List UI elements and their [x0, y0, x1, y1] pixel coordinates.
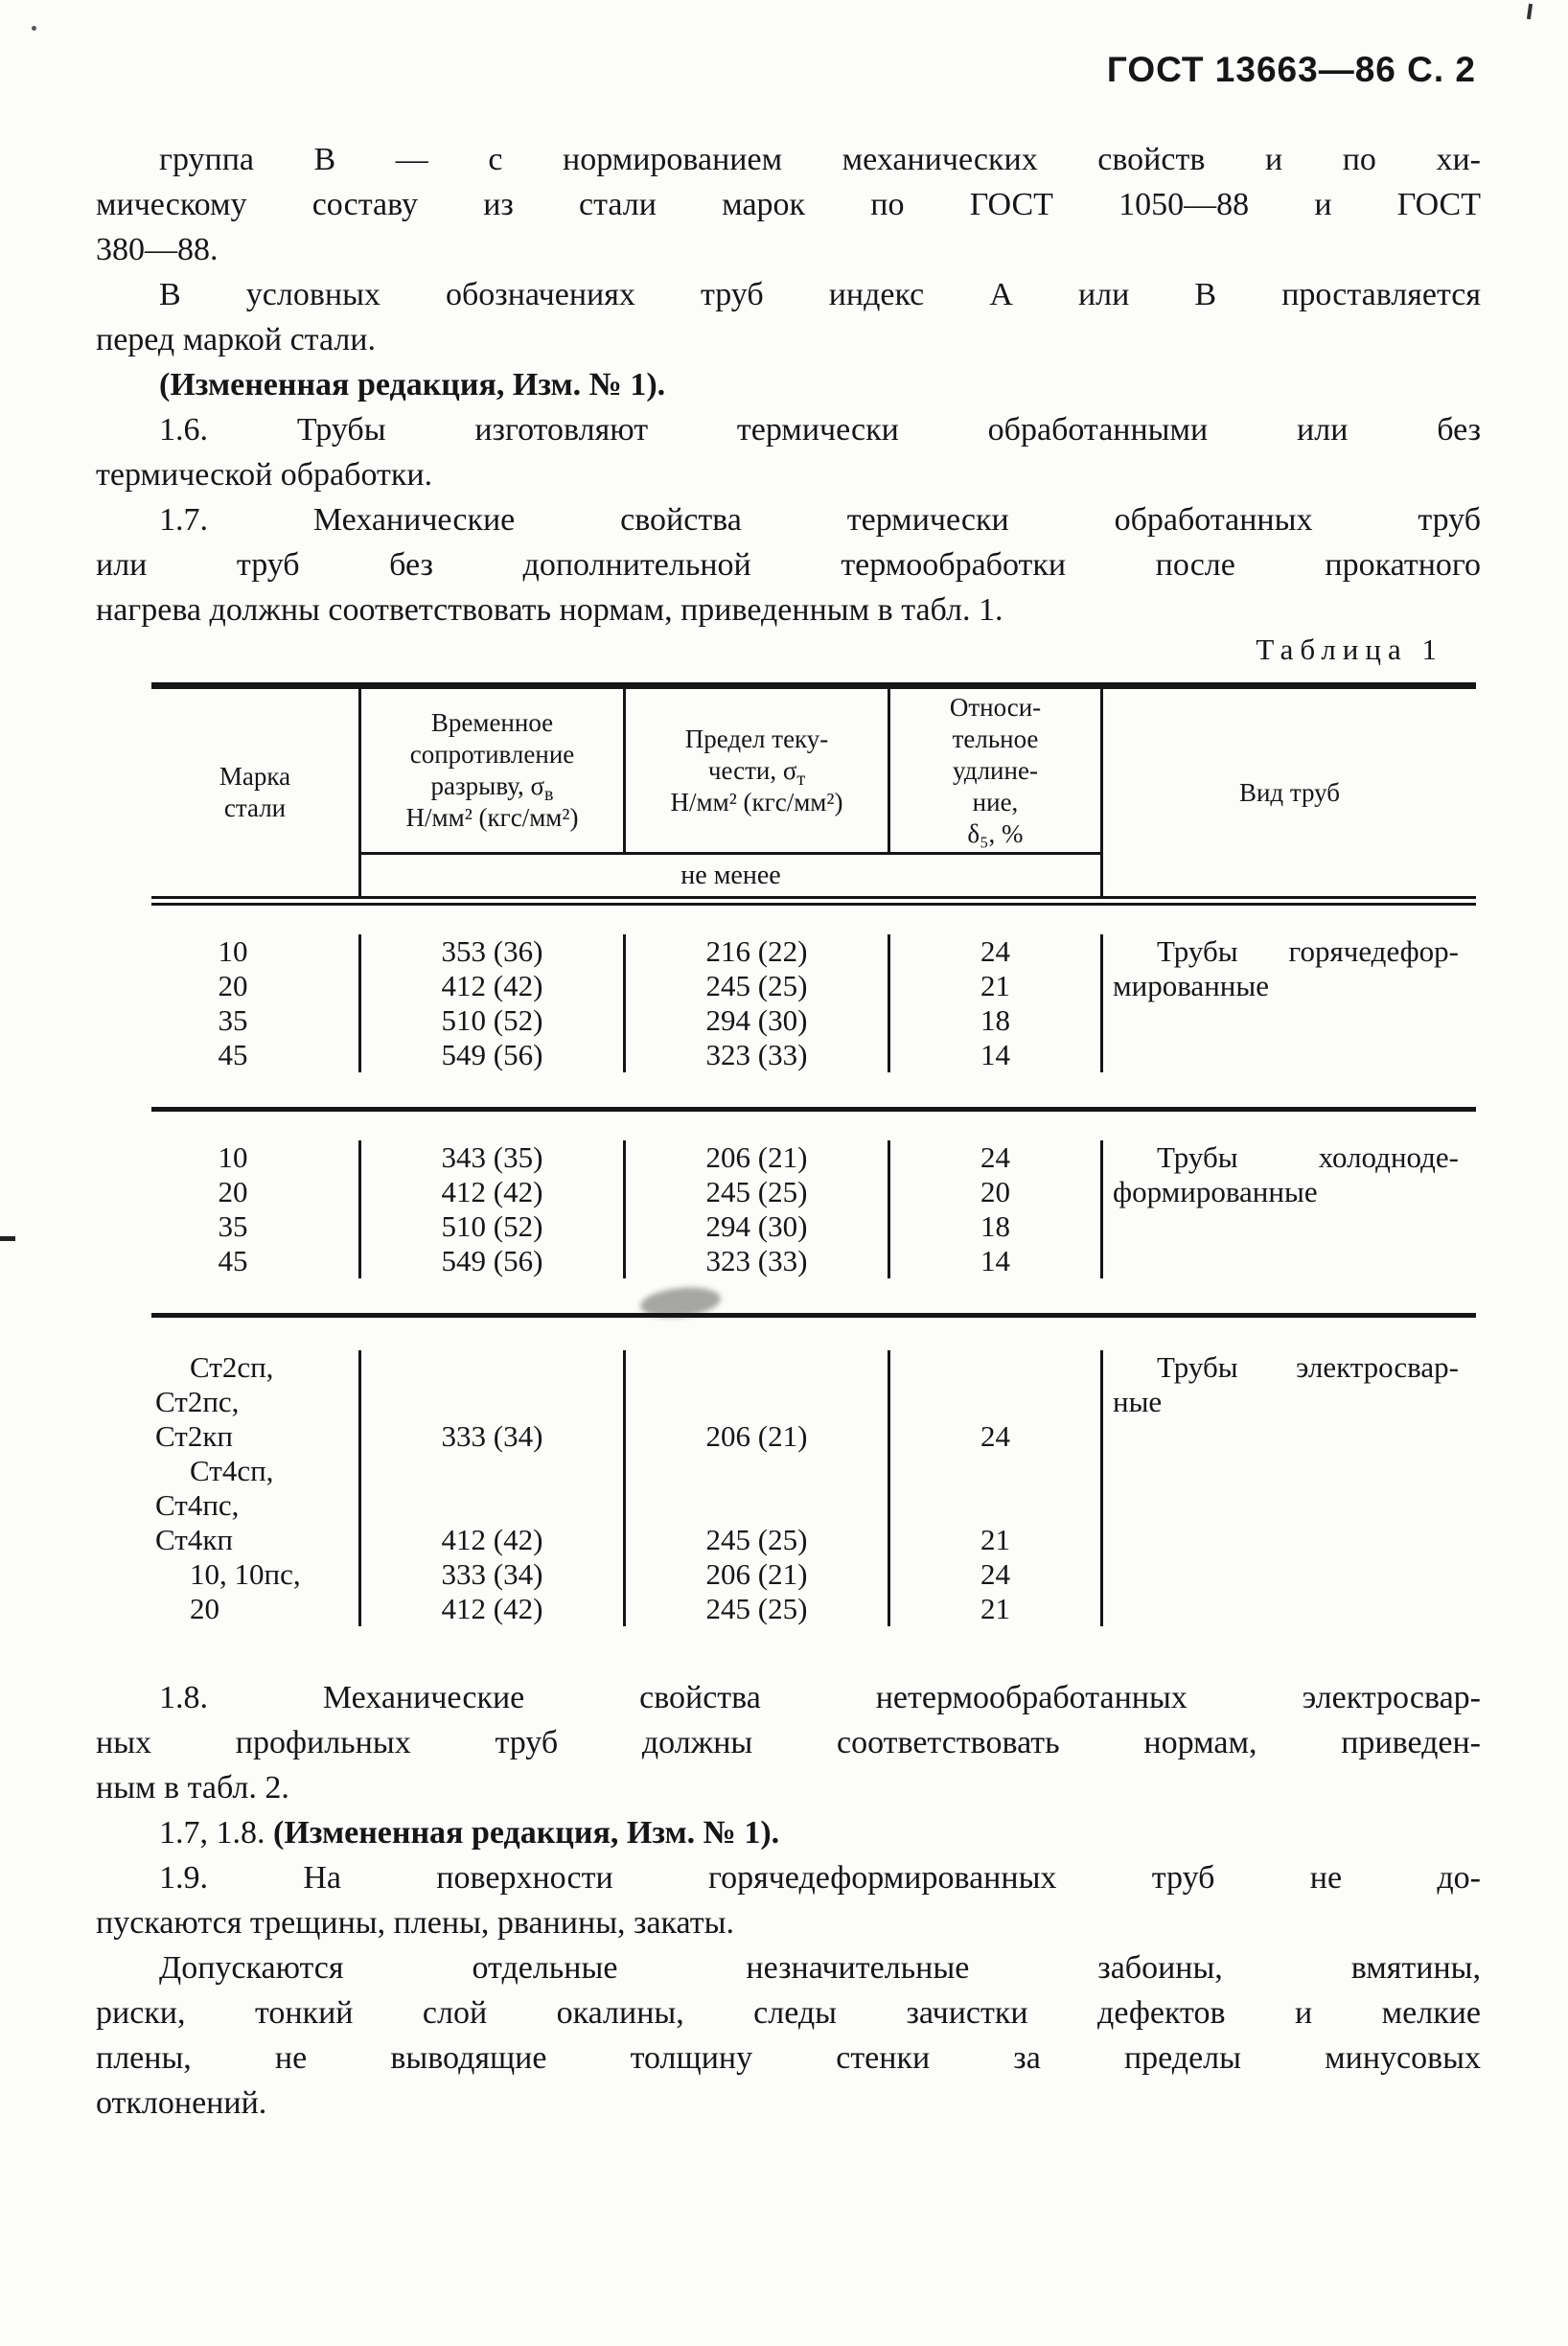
cell: 343 (35) — [441, 1140, 543, 1174]
cell: 24 — [980, 1557, 1010, 1591]
column-elongation — [888, 1350, 1100, 1626]
cell — [626, 1385, 888, 1419]
text-line: Допускаются отдельные незначительные забоины, вмятины, — [159, 1950, 1481, 1986]
sigma-subscript: в — [544, 784, 554, 805]
cell — [361, 1488, 623, 1523]
cell: 412 (42) — [441, 1523, 543, 1556]
cell: 14 — [980, 1038, 1010, 1071]
cell: 333 (34) — [441, 1557, 543, 1591]
text-line: 1.8. Механические свойства нетермообработанных электросвар- — [159, 1680, 1481, 1715]
column-elongation — [888, 934, 1100, 1072]
cell: 24 — [980, 934, 1010, 968]
cell: 45 — [218, 1038, 248, 1071]
cell: мированные — [1113, 969, 1269, 1002]
cell — [890, 1385, 1100, 1419]
header-line: Н/мм² (кгс/мм²) — [670, 787, 843, 816]
table-section-hot-deformed — [151, 906, 1476, 1112]
paragraph-amendment-2 — [96, 1810, 1481, 1855]
paragraph-1-6 — [96, 407, 1481, 497]
cell: 245 (25) — [705, 1592, 808, 1625]
text-line: пускаются трещины, плены, рванины, закаты. — [96, 1905, 734, 1941]
cell: 294 (30) — [705, 1003, 808, 1037]
paragraph-amendment-1 — [96, 362, 1481, 407]
cell: 21 — [980, 969, 1010, 1002]
cell: 24 — [980, 1140, 1010, 1174]
upper-text-block — [96, 137, 1481, 632]
text-line: группа В — с нормированием механических свойств и по хи- — [159, 142, 1481, 177]
paragraph-1-7 — [96, 497, 1481, 632]
table-caption — [151, 632, 1476, 667]
cell — [626, 1488, 888, 1523]
column-elongation — [888, 1140, 1100, 1278]
table-header — [151, 689, 1476, 906]
table-caption-text: Таблица 1 — [1256, 632, 1443, 666]
cell: Трубы холодноде- — [1157, 1140, 1459, 1174]
cell: Ст2кп — [155, 1419, 233, 1453]
column-kind — [1100, 1350, 1476, 1626]
text-line: риски, тонкий слой окалины, следы зачистки дефектов и мелкие — [96, 1995, 1481, 2031]
paragraph-designation — [96, 272, 1481, 362]
column-mark — [151, 1350, 358, 1626]
header-cell-mark — [151, 689, 358, 896]
cell: 412 (42) — [441, 1175, 543, 1208]
header-line: тельное — [952, 724, 1039, 753]
text-line: 1.6. Трубы изготовляют термически обработанными или без — [159, 412, 1481, 448]
cell — [361, 1350, 623, 1385]
cell: 245 (25) — [705, 1175, 808, 1208]
header-line: Н/мм² (кгс/мм²) — [405, 803, 579, 832]
header-line: Предел теку- — [684, 724, 829, 753]
scan-speck — [32, 26, 36, 31]
cell: 20 — [980, 1175, 1010, 1208]
paragraph-defects — [96, 1945, 1481, 2126]
cell: 35 — [218, 1003, 248, 1037]
header-line: ние, — [972, 787, 1019, 816]
document-code: ГОСТ 13663—86 С. 2 — [1106, 50, 1476, 89]
cell: Ст2пс, — [155, 1385, 240, 1418]
cell: 35 — [218, 1209, 248, 1243]
column-mark — [151, 1140, 358, 1278]
text-line: ным в табл. 2. — [96, 1770, 289, 1806]
cell: 14 — [980, 1244, 1010, 1277]
cell — [890, 1350, 1100, 1385]
cell: 10 — [218, 934, 248, 968]
header-cell-kind — [1100, 689, 1476, 896]
cell — [626, 1350, 888, 1385]
text-line: 1.7. Механические свойства термически обработанных труб — [159, 502, 1481, 538]
cell: 21 — [980, 1592, 1010, 1625]
cell: 510 (52) — [441, 1003, 543, 1037]
cell: 18 — [980, 1003, 1010, 1037]
text-line: мическому составу из стали марок по ГОСТ 1050—88 и ГОСТ — [96, 187, 1481, 222]
cell — [626, 1454, 888, 1488]
cell: 45 — [218, 1244, 248, 1277]
header-line: сопротивление — [409, 740, 575, 769]
cell: Ст4сп, — [190, 1454, 274, 1487]
header-line: Относи- — [949, 692, 1042, 722]
header-line: δ₅, % — [967, 818, 1024, 848]
header-line: Вид труб — [1238, 777, 1341, 807]
header-cell-rupture — [358, 689, 623, 852]
column-yield — [623, 1350, 888, 1626]
cell — [361, 1454, 623, 1488]
text-line: или труб без дополнительной термообработки после прокатного — [96, 547, 1481, 583]
column-yield — [623, 934, 888, 1072]
column-kind — [1100, 934, 1476, 1072]
paragraph-1-8 — [96, 1675, 1481, 1810]
amendment-note: (Измененная редакция, Изм. № 1). — [273, 1815, 780, 1851]
text-line: 1.9. На поверхности горячедеформированных труб не до- — [159, 1860, 1481, 1896]
cell: 206 (21) — [705, 1140, 808, 1174]
cell: 216 (22) — [705, 934, 808, 968]
cell: 10 — [218, 1140, 248, 1174]
cell — [890, 1454, 1100, 1488]
cell: 412 (42) — [441, 1592, 543, 1625]
header-not-less-cell: не менее — [358, 852, 1100, 896]
cell: Трубы горячедефор- — [1157, 934, 1459, 968]
cell: 10, 10пс, — [190, 1557, 301, 1591]
header-line: Временное — [430, 708, 554, 737]
cell: 20 — [218, 1175, 248, 1208]
text-line: термической обработки. — [96, 457, 433, 493]
column-yield — [623, 1140, 888, 1278]
table-section-electric-welded — [151, 1318, 1476, 1632]
sigma-subscript: т — [796, 768, 806, 790]
cell: 21 — [980, 1523, 1010, 1556]
column-rupture — [358, 934, 623, 1072]
cell: 18 — [980, 1209, 1010, 1243]
cell — [890, 1488, 1100, 1523]
cell: 20 — [218, 969, 248, 1002]
clause-numbers: 1.7, 1.8. — [159, 1815, 273, 1851]
cell: 323 (33) — [705, 1244, 808, 1277]
cell: 353 (36) — [441, 934, 543, 968]
cell: 294 (30) — [705, 1209, 808, 1243]
cell: 206 (21) — [705, 1419, 808, 1453]
cell: 245 (25) — [705, 1523, 808, 1556]
text-line: 380—88. — [96, 232, 219, 267]
cell: 24 — [980, 1419, 1010, 1453]
cell: 20 — [190, 1592, 219, 1625]
header-line: Марка — [219, 762, 291, 791]
paragraph-group-b — [96, 137, 1481, 272]
paragraph-1-9 — [96, 1855, 1481, 1945]
text-line: перед маркой стали. — [96, 322, 377, 357]
header-line: стали — [223, 794, 287, 822]
header-line: удлине- — [953, 755, 1038, 785]
header-cell-elongation — [888, 689, 1100, 852]
cell: Ст4кп — [155, 1523, 233, 1556]
cell — [361, 1385, 623, 1419]
column-mark — [151, 934, 358, 1072]
cell: ные — [1113, 1385, 1163, 1418]
lower-text-block — [96, 1675, 1481, 2126]
cell: 549 (56) — [441, 1038, 543, 1071]
column-rupture — [358, 1350, 623, 1626]
column-rupture — [358, 1140, 623, 1278]
cell: 206 (21) — [705, 1557, 808, 1591]
cell: формированные — [1113, 1175, 1318, 1208]
cell: 510 (52) — [441, 1209, 543, 1243]
text-line: отклонений. — [96, 2085, 267, 2121]
text-line: В условных обозначениях труб индекс А или В проставляется — [159, 277, 1481, 312]
table-1 — [151, 682, 1476, 1632]
header-cell-yield — [623, 689, 888, 852]
header-line: чести, $\sigma_т$ — [707, 755, 806, 790]
column-kind — [1100, 1140, 1476, 1278]
cell: 333 (34) — [441, 1419, 543, 1453]
cell: 323 (33) — [705, 1038, 808, 1071]
cell: Трубы электросвар- — [1157, 1350, 1459, 1384]
scan-tick — [1527, 4, 1533, 19]
header-line: разрыву, $\sigma_в$ — [430, 771, 554, 805]
text-line: ных профильных труб должны соответствовать нормам, приведен- — [96, 1725, 1481, 1760]
running-head — [0, 50, 1476, 90]
cell: Ст4пс, — [155, 1488, 240, 1522]
cell: 245 (25) — [705, 969, 808, 1002]
cell: 412 (42) — [441, 969, 543, 1002]
cell: Ст2сп, — [190, 1350, 274, 1384]
table-section-cold-deformed — [151, 1112, 1476, 1318]
scan-dash — [0, 1236, 15, 1241]
text-line: (Измененная редакция, Изм. № 1). — [159, 367, 666, 402]
text-line — [96, 1810, 1481, 1855]
text-line: нагрева должны соответствовать нормам, приведенным в табл. 1. — [96, 592, 1003, 628]
text-line: плены, не выводящие толщину стенки за пределы минусовых — [96, 2040, 1481, 2076]
cell: 549 (56) — [441, 1244, 543, 1277]
